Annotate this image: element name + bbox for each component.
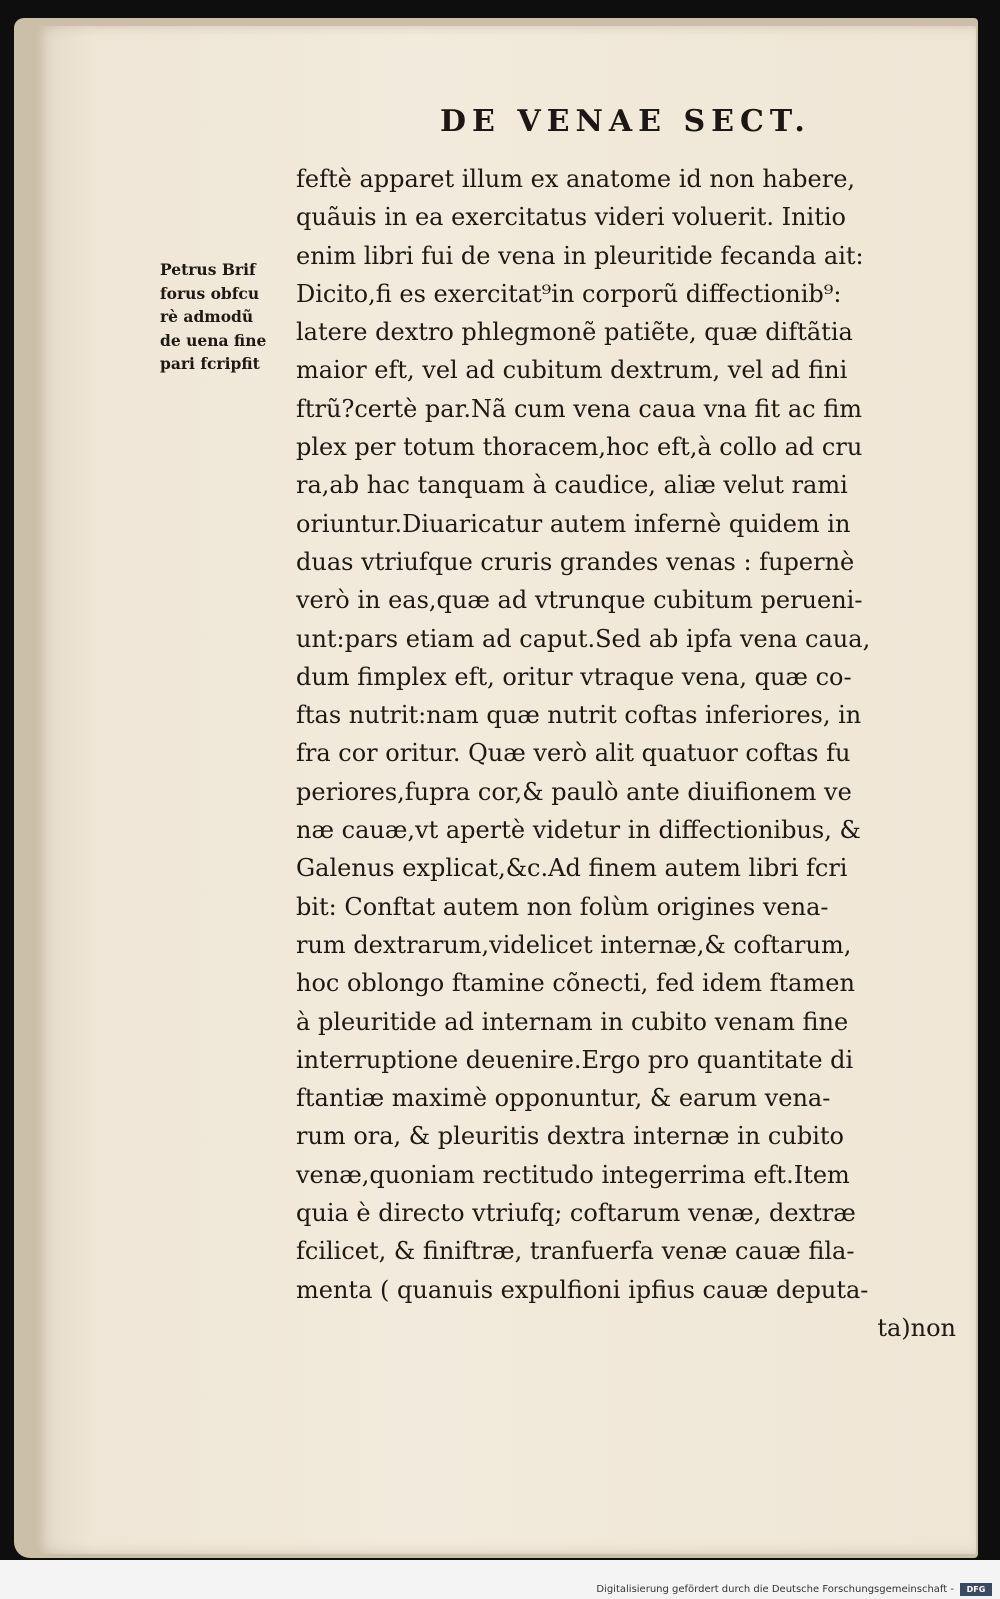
text-line: hoc oblongo ftamine cõnecti, fed idem ftamen bbox=[296, 969, 855, 998]
marginal-note bbox=[160, 258, 294, 376]
text-line: periores,fupra cor,& paulò ante diuifionem ve bbox=[296, 777, 852, 806]
text-line: rum ora, & pleuritis dextra internæ in cubito bbox=[296, 1122, 844, 1151]
text-line: ftrũ?certè par.Nã cum vena caua vna fit ac fim bbox=[296, 394, 862, 423]
text-line: fcilicet, & finiftræ, tranfuerfa venæ cauæ fila- bbox=[296, 1237, 855, 1266]
text-line: menta ( quanuis expulfioni ipfius cauæ deputa- bbox=[296, 1275, 869, 1304]
text-line: feftè apparet illum ex anatome id non habere, bbox=[296, 165, 856, 193]
text-line: oriuntur.Diuaricatur autem infernè quidem in bbox=[296, 509, 851, 538]
text-line: verò in eas,quæ ad vtrunque cubitum perueni- bbox=[296, 586, 863, 615]
marginal-note-line: pari fcripfit bbox=[160, 354, 260, 373]
text-line: ftas nutrit:nam quæ nutrit coftas inferiores, in bbox=[296, 701, 862, 730]
body-text bbox=[296, 160, 956, 1347]
text-line: dum fimplex eft, oritur vtraque vena, quæ co- bbox=[296, 662, 852, 691]
text-line: Dicito,fi es exercitat⁹in corporũ diffectionib⁹: bbox=[296, 279, 842, 308]
text-line: maior eft, vel ad cubitum dextrum, vel ad fini bbox=[296, 356, 848, 385]
text-line: unt:pars etiam ad caput.Sed ab ipfa vena caua, bbox=[296, 624, 871, 653]
text-line: ftantiæ maximè opponuntur, & earum vena- bbox=[296, 1084, 831, 1113]
text-line: rum dextrarum,videlicet internæ,& coftarum, bbox=[296, 930, 852, 959]
marginal-note-line: forus obfcu bbox=[160, 283, 260, 303]
text-line: enim libri fui de vena in pleuritide fecanda ait: bbox=[296, 241, 864, 270]
marginal-note-line: rè admodũ bbox=[160, 307, 254, 326]
text-line: næ cauæ,vt apertè videtur in diffectionibus, & bbox=[296, 816, 861, 845]
digitization-credit: Digitalisierung gefördert durch die Deutsche Forschungsgemeinschaft - bbox=[596, 1584, 954, 1595]
text-line: à pleuritide ad internam in cubito venam fine bbox=[296, 1007, 849, 1036]
text-line: duas vtriufque cruris grandes venas : fupernè bbox=[296, 547, 855, 576]
running-head: DE VENAE SECT. bbox=[440, 104, 811, 139]
text-line: fra cor oritur. Quæ verò alit quatuor coftas fu bbox=[296, 739, 851, 768]
text-line: venæ,quoniam rectitudo integerrima eft.Item bbox=[296, 1160, 850, 1189]
marginal-note-line: de uena fine bbox=[160, 330, 267, 350]
text-line: ra,ab hac tanquam à caudice, aliæ velut rami bbox=[296, 471, 848, 500]
text-line: interruptione deuenire.Ergo pro quantitate di bbox=[296, 1045, 854, 1074]
text-line: latere dextro phlegmonẽ patiẽte, quæ diftãtia bbox=[296, 318, 853, 347]
marginal-note-line: Petrus Brif bbox=[160, 260, 256, 279]
dfg-logo: DFG bbox=[960, 1583, 992, 1596]
text-line: quãuis in ea exercitatus videri voluerit. Initio bbox=[296, 203, 846, 232]
text-line: bit: Conftat autem non folùm origines vena- bbox=[296, 892, 829, 921]
text-line: plex per totum thoracem,hoc eft,à collo ad cru bbox=[296, 433, 863, 462]
text-line: quia è directo vtriufq; coftarum venæ, dextræ bbox=[296, 1199, 856, 1228]
text-line: Galenus explicat,&c.Ad finem autem libri fcri bbox=[296, 854, 848, 883]
catchword: ta)non bbox=[877, 1313, 956, 1342]
